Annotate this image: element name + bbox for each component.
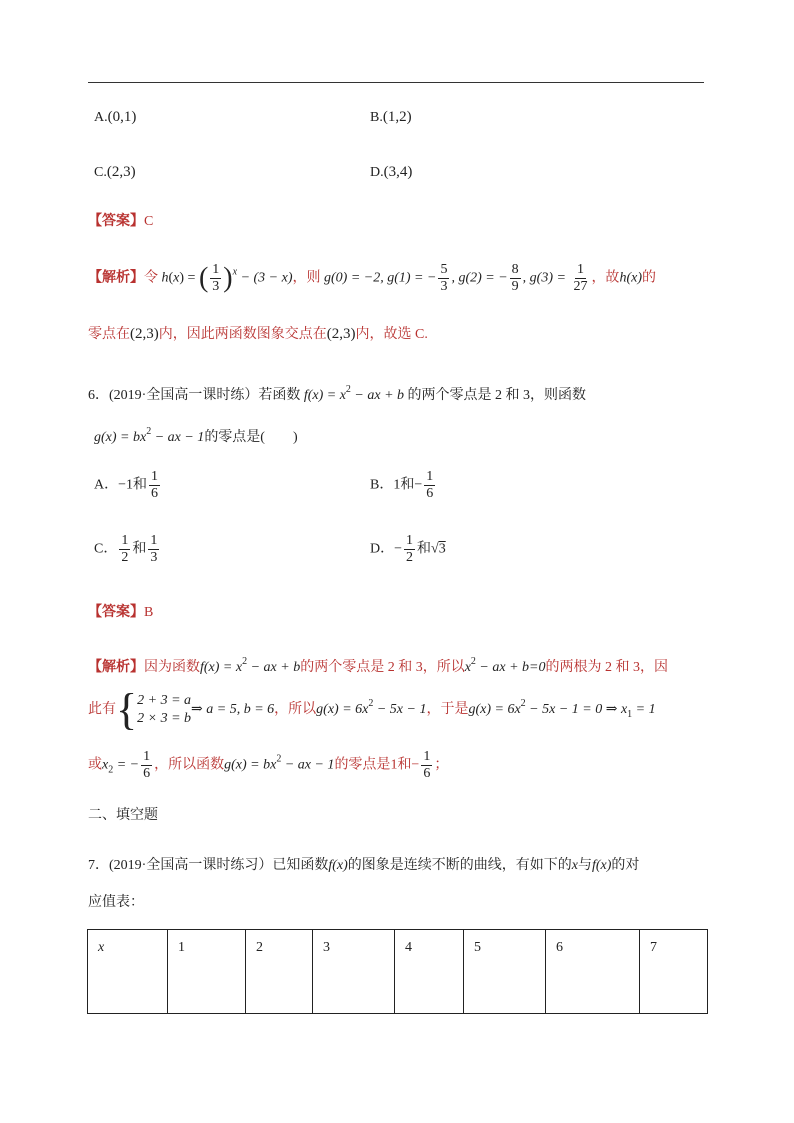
q6-option-b: B．1和− $\frac{1}{6}$ [370, 469, 434, 501]
analysis-6-line1: 【解析】因为函数$f(x) = x^2$ − ax + b的两个零点是 2 和 3，所以$x^2$ − ax + b=0的两根为 2 和 3，因 [88, 656, 668, 675]
table-cell: 4 [395, 930, 464, 1014]
analysis-6-line3: 或$x_2$ = − $\frac{1}{6}$ ，所以函数$g(x) = bx^2$ − ax − 1的零点是1和− $\frac{1}{6}$ ； [88, 749, 449, 781]
header-rule [88, 82, 704, 83]
table-cell: 2 [246, 930, 313, 1014]
table-row [88, 930, 708, 1014]
table-cell: 5 [464, 930, 546, 1014]
analysis-5-line2: 零点在(2,3)内，因此两函数图象交点在(2,3)内，故选 C. [88, 326, 428, 342]
analysis-6-line2: 此有{ 2 + 3 = a 2 × 3 = b ⇒ a = 5, b = 6，所以$g(x) = 6x^2 - 5x - 1$，于是$g(x) = 6x^2 - 5x - 1 = 0$ ⇒ $x_1 = 1$ [88, 685, 656, 734]
question-7-line2: 应值表： [88, 895, 144, 910]
table-cell: 6 [546, 930, 640, 1014]
question-7-line1: 7．(2019·全国高一课时练习）已知函数f(x)的图象是连续不断的曲线，有如下的x与f(x)的对 [88, 858, 640, 873]
answer-5: 【答案】C [88, 214, 154, 229]
question-6-line2: $g(x) = bx^2$ − ax − 1的零点是( ) [94, 426, 298, 445]
question-6-line1: 6．(2019·全国高一课时练）若函数 $f(x) = x^2$ − ax + b 的两个零点是 2 和 3，则函数 [88, 384, 587, 403]
q6-option-c: C． $\frac{1}{2}$ 和 $\frac{1}{3}$ [94, 533, 158, 565]
analysis-5-line1: 【解析】令 h(x) = ( $\frac{1}{3}$ )$^x$ − (3 − x)，则 g(0) = −2, g(1) = − $\frac{5}{3}$ , g(2) = − $\frac{8}{9}$ , g(3) = $\frac{1}{27}$ ，故h(x)的 [88, 262, 656, 294]
section-title: 二、填空题 [88, 808, 158, 823]
option-c: C.(2,3) [94, 164, 136, 180]
q6-option-a: A．−1和 $\frac{1}{6}$ [94, 469, 159, 501]
option-d: D.(3,4) [370, 164, 413, 180]
value-table [87, 929, 708, 1014]
answer-6: 【答案】B [88, 605, 154, 620]
option-b: B.(1,2) [370, 109, 412, 125]
table-cell: 1 [168, 930, 246, 1014]
table-cell-x: x [88, 930, 168, 1014]
table-cell: 3 [313, 930, 395, 1014]
option-a: A.(0,1) [94, 109, 137, 125]
table-cell: 7 [640, 930, 708, 1014]
q6-option-d: D．− $\frac{1}{2}$ 和√3 [370, 533, 446, 565]
